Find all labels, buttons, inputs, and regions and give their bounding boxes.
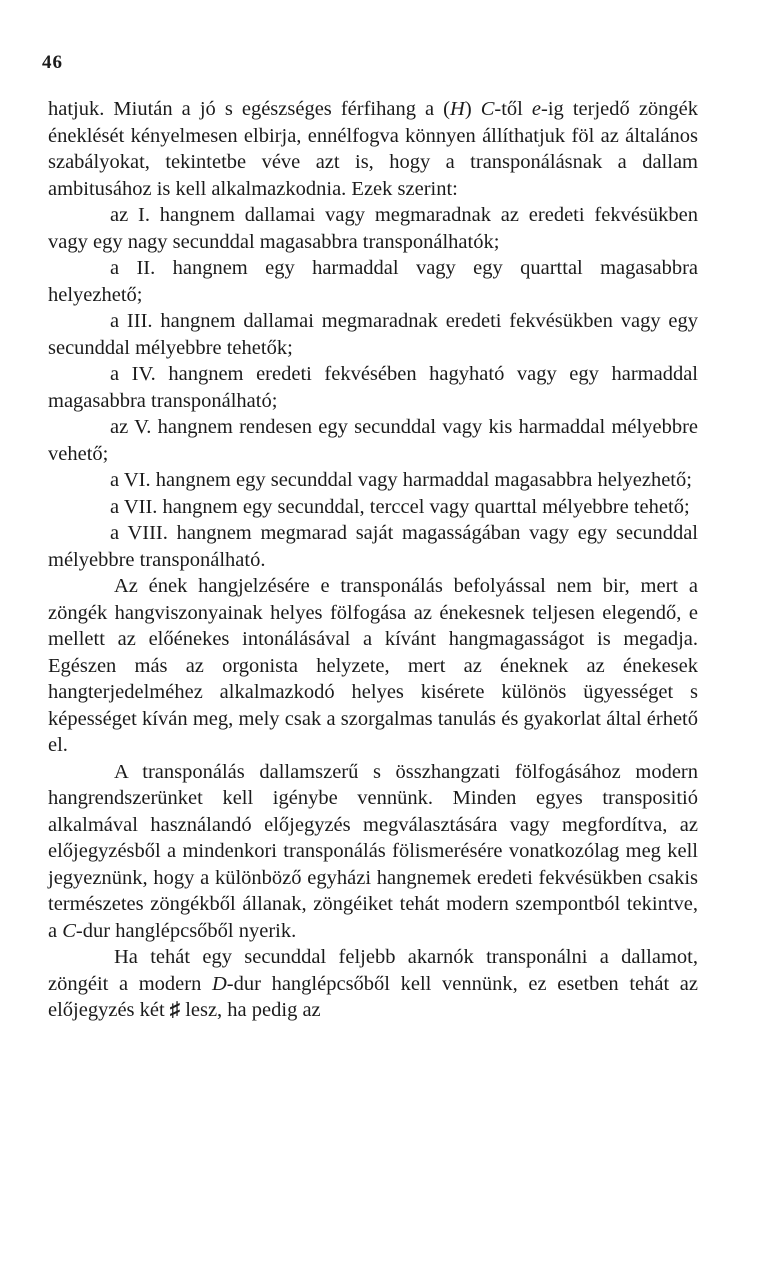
para4-text-1: Ha tehát egy secunddal feljebb akarnók transponálni a dallamot, zöngéit a modern [48,946,698,995]
note-c: C [480,98,495,120]
page-body [48,96,698,1024]
para4-text-3: lesz, ha pedig az [180,999,321,1021]
note-d-dur: D [211,972,227,995]
para3-text-1: A transponálás dallamszerű s összhangzati fölfogásához modern hangrendszerünket kell igénybe vennünk. Minden egyes transpositió alkalmával használandó előjegyzés megválasztására vagy megfordítva, az előjegyzésből a mindenkori transponálás fölismerésére vonatkozólag meg kell jegyeznünk, hogy a különböző egyházi hangnemek eredeti fekvésükben csakis természetes zöngékből állanak, zöngéiket tehát modern szempontból tekintve, a [48,760,698,942]
rule-item-6: a VI. hangnem egy secunddal vagy harmaddal magasabbra helyezhető; [110,469,692,491]
note-c-dur: C [62,919,76,942]
paragraph-transposition [48,759,698,945]
intro-paragraph [48,96,698,202]
sharp-icon: ♯ [169,999,181,1021]
rule-item-7: a VII. hangnem egy secunddal, terccel vagy quarttal mélyebbre tehető; [110,495,690,518]
rule-item-3: a III. hangnem dallamai megmaradnak eredeti fekvésükben vagy egy secunddal mélyebbre tehetők; [48,310,698,359]
paragraph-intonation: Az ének hangjelzésére e transponálás befolyással nem bir, mert a zöngék hangviszonyainak helyes fölfogása az énekesnek teljesen elegendő, e mellett az előénekes intonálásával a kívánt hangmagasságot is megadja. Egészen más az orgonista helyzete, mert az éneknek az énekesek hangterjedelméhez alkalmazkodó helyes kisérete különös ügyességet s képességet kíván meg, mely csak a szorgalmas tanulás és gyakorlat által érhető el. [48,575,698,756]
intro-text-4: -ig terjedő zöngék éneklését kényelmesen elbirja, ennélfogva könnyen állíthatjuk föl az általános szabályokat, tekintetbe véve azt is, hogy a transponálásnak a dallam ambitusához is kell alkalmazkodnia. Ezek szerint: [48,98,699,200]
rule-item-8: a VIII. hangnem megmarad saját magasságában vagy egy secunddal mélyebbre transponálható. [48,522,698,571]
page-number: 46 [42,52,63,73]
rule-item-5: az V. hangnem rendesen egy secunddal vagy kis harmaddal mélyebbre vehető; [48,416,698,465]
rule-item-4: a IV. hangnem eredeti fekvésében hagyható vagy egy harmaddal magasabbra transponálható; [48,363,698,412]
paragraph-second-up [48,944,698,1024]
intro-text-3: -től [494,98,532,120]
para4-text-2: -dur hanglépcsőből kell vennünk, ez esetben tehát az előjegyzés két [48,972,698,1021]
note-h: H [450,98,465,120]
intro-text-1: hatjuk. Miután a jó s egészséges férfihang a ( [48,98,450,120]
note-e: e [531,98,542,120]
rule-item-2: a II. hangnem egy harmaddal vagy egy quarttal magasabbra helyezhető; [48,257,698,306]
para3-text-2: -dur hanglépcsőből nyerik. [75,919,297,942]
rule-item-1: az I. hangnem dallamai vagy megmaradnak az eredeti fekvésükben vagy egy nagy secunddal magasabbra transponálhatók; [48,204,698,253]
intro-text-2: ) [464,98,481,120]
